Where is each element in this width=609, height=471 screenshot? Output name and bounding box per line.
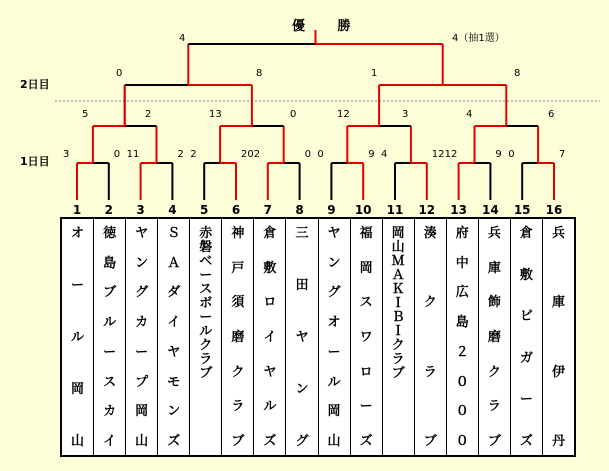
team-number: 7 — [263, 203, 272, 217]
round1-score: 0 — [113, 149, 121, 160]
quarterfinal-score: 13 — [209, 109, 222, 120]
round1-score: 3 — [63, 149, 70, 160]
team-column — [222, 219, 254, 455]
team-number: 3 — [136, 203, 145, 217]
day2-label: 2日目 — [20, 78, 50, 91]
team-number: 4 — [168, 203, 177, 217]
team-column — [351, 219, 383, 455]
teams-table — [60, 217, 576, 457]
quarterfinal-score: 3 — [402, 109, 409, 120]
round1-score: 12 — [444, 149, 458, 160]
final-score-right: 4（抽1選） — [452, 33, 505, 44]
team-number: 13 — [450, 203, 467, 217]
team-name: 倉 敷 ビ ガ ー ズ — [519, 226, 533, 449]
team-column — [62, 219, 94, 455]
champion-title: 優 勝 — [292, 19, 365, 34]
final-score-left: 4 — [179, 33, 186, 44]
semifinal-score: 0 — [116, 68, 123, 79]
team-name: 神 戸 須 磨 ク ラ ブ — [231, 226, 245, 449]
team-name: Ｓ Ａ ダ イ ヤ モ ン ズ — [167, 226, 181, 449]
quarterfinal-score: 6 — [548, 109, 555, 120]
team-column — [319, 219, 351, 455]
team-name: 府 中 広 島 ２ ０ ０ ０ — [455, 226, 469, 449]
team-column — [190, 219, 222, 455]
quarterfinal-score: 5 — [82, 109, 89, 120]
team-number: 15 — [513, 203, 531, 217]
team-column — [94, 219, 126, 455]
round1-score: 0 — [508, 149, 515, 160]
round1-score: 9 — [495, 149, 502, 160]
day1-label: 1日目 — [20, 155, 50, 168]
team-name: 倉 敷 ロ イ ヤ ル ズ — [263, 226, 277, 449]
team-number: 8 — [295, 203, 304, 217]
team-column — [543, 219, 574, 455]
team-number: 10 — [354, 203, 372, 217]
round1-score: 7 — [559, 149, 566, 160]
round1-score: 2 — [190, 149, 197, 160]
team-number: 6 — [231, 203, 241, 217]
team-column — [158, 219, 190, 455]
round1-score: 0 — [317, 149, 324, 160]
team-column — [254, 219, 286, 455]
team-column — [286, 219, 318, 455]
team-name: 徳 島 ブ ル ー ス カ イ — [103, 226, 117, 449]
round1-score: 11 — [126, 149, 140, 160]
team-number: 11 — [386, 203, 404, 217]
team-column — [126, 219, 158, 455]
team-name: 赤 磐 ベ ー ス ボ ー ル ク ラ ブ — [199, 226, 213, 381]
semifinal-score: 8 — [514, 68, 521, 79]
semifinal-score: 8 — [256, 68, 263, 79]
team-number: 9 — [327, 203, 336, 217]
quarterfinal-score: 0 — [290, 109, 297, 120]
team-name: 岡 山 Ｍ Ａ Ｋ Ｉ Ｂ Ｉ ク ラ ブ — [391, 226, 405, 381]
team-name: 兵 庫 伊 丹 — [551, 226, 565, 449]
team-number: 1 — [72, 203, 82, 217]
team-column — [511, 219, 543, 455]
quarterfinal-score: 4 — [466, 109, 473, 120]
quarterfinal-score: 2 — [145, 109, 152, 120]
team-name: 福 岡 ス ワ ロ ー ズ — [359, 226, 373, 449]
team-number: 14 — [482, 203, 499, 217]
quarterfinal-score: 12 — [337, 109, 350, 120]
team-column — [479, 219, 511, 455]
team-number: 2 — [104, 203, 113, 217]
round1-score: 12 — [431, 149, 445, 160]
semifinal-score: 1 — [371, 68, 378, 79]
team-number: 5 — [200, 203, 209, 217]
round1-score: 0 — [304, 149, 311, 160]
team-name: 兵 庫 飾 磨 ク ラ ブ — [487, 226, 501, 449]
round1-score: 4 — [381, 149, 388, 160]
team-column — [415, 219, 447, 455]
team-column — [447, 219, 479, 455]
team-column — [383, 219, 415, 455]
team-name: ヤ ン グ オ ー ル 岡 山 — [327, 226, 341, 449]
team-name: オ ー ル 岡 山 — [71, 226, 85, 449]
team-name: 湊 ク ラ ブ — [423, 226, 437, 449]
team-name: 三 田 ヤ ン グ — [295, 226, 309, 449]
team-name: ヤ ン グ カ ー プ 岡 山 — [135, 226, 149, 449]
round1-score: 2 — [253, 149, 261, 160]
team-number: 16 — [545, 203, 563, 217]
team-number: 12 — [418, 203, 436, 217]
round1-score: 2 — [177, 149, 184, 160]
round1-score: 9 — [368, 149, 375, 160]
round1-score: 20 — [241, 149, 254, 160]
